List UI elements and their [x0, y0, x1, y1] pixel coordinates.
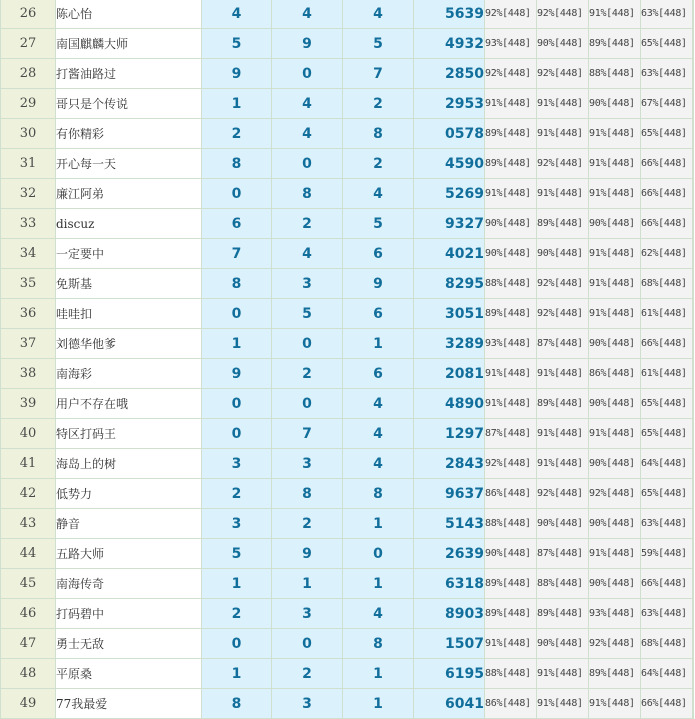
four-digit-code-cell: 6318 [414, 569, 485, 599]
four-digit-code-cell: 6041 [414, 689, 485, 719]
rank-cell: 46 [1, 599, 56, 629]
username-cell: 有你精彩 [56, 119, 202, 149]
rank-cell: 43 [1, 509, 56, 539]
table-row [1, 329, 694, 359]
number-1-cell: 0 [202, 419, 272, 449]
username-cell: 平原桑 [56, 659, 202, 689]
row-edge [693, 299, 694, 329]
rate-2-cell: 92%[448] [537, 0, 589, 29]
rate-4-cell: 68%[448] [641, 629, 693, 659]
row-edge [693, 419, 694, 449]
rate-3-cell: 91%[448] [589, 689, 641, 719]
rank-cell: 36 [1, 299, 56, 329]
rank-cell: 45 [1, 569, 56, 599]
row-edge [693, 239, 694, 269]
number-2-cell: 0 [272, 329, 343, 359]
number-2-cell: 3 [272, 689, 343, 719]
number-3-cell: 1 [343, 329, 414, 359]
rate-4-cell: 64%[448] [641, 449, 693, 479]
username-cell: 哇哇扣 [56, 299, 202, 329]
number-3-cell: 6 [343, 359, 414, 389]
rate-3-cell: 90%[448] [589, 89, 641, 119]
number-1-cell: 0 [202, 389, 272, 419]
table-row [1, 149, 694, 179]
rate-2-cell: 87%[448] [537, 329, 589, 359]
rate-3-cell: 91%[448] [589, 539, 641, 569]
number-3-cell: 4 [343, 599, 414, 629]
row-edge [693, 119, 694, 149]
rate-1-cell: 91%[448] [485, 179, 537, 209]
four-digit-code-cell: 3051 [414, 299, 485, 329]
number-1-cell: 8 [202, 689, 272, 719]
rate-3-cell: 88%[448] [589, 59, 641, 89]
rate-4-cell: 62%[448] [641, 239, 693, 269]
rank-cell: 30 [1, 119, 56, 149]
rate-4-cell: 65%[448] [641, 119, 693, 149]
four-digit-code-cell: 1507 [414, 629, 485, 659]
rate-3-cell: 91%[448] [589, 299, 641, 329]
row-edge [693, 479, 694, 509]
rate-4-cell: 63%[448] [641, 509, 693, 539]
number-2-cell: 0 [272, 389, 343, 419]
number-1-cell: 4 [202, 0, 272, 29]
rank-cell: 34 [1, 239, 56, 269]
number-1-cell: 6 [202, 209, 272, 239]
username-cell: 廉江阿弟 [56, 179, 202, 209]
four-digit-code-cell: 4590 [414, 149, 485, 179]
number-2-cell: 7 [272, 419, 343, 449]
number-2-cell: 2 [272, 659, 343, 689]
rank-cell: 32 [1, 179, 56, 209]
number-2-cell: 2 [272, 509, 343, 539]
row-edge [693, 179, 694, 209]
rank-cell: 33 [1, 209, 56, 239]
table-row [1, 29, 694, 59]
four-digit-code-cell: 9327 [414, 209, 485, 239]
table-row [1, 389, 694, 419]
number-2-cell: 3 [272, 599, 343, 629]
rate-1-cell: 86%[448] [485, 689, 537, 719]
table-row [1, 89, 694, 119]
number-3-cell: 4 [343, 389, 414, 419]
number-1-cell: 9 [202, 359, 272, 389]
four-digit-code-cell: 0578 [414, 119, 485, 149]
rate-2-cell: 87%[448] [537, 539, 589, 569]
table-row [1, 509, 694, 539]
four-digit-code-cell: 1297 [414, 419, 485, 449]
number-2-cell: 9 [272, 539, 343, 569]
rate-2-cell: 90%[448] [537, 629, 589, 659]
row-edge [693, 329, 694, 359]
four-digit-code-cell: 4021 [414, 239, 485, 269]
username-cell: 开心每一天 [56, 149, 202, 179]
row-edge [693, 569, 694, 599]
rate-3-cell: 90%[448] [589, 209, 641, 239]
number-2-cell: 9 [272, 29, 343, 59]
rank-cell: 39 [1, 389, 56, 419]
rate-3-cell: 90%[448] [589, 329, 641, 359]
row-edge [693, 539, 694, 569]
rate-3-cell: 91%[448] [589, 179, 641, 209]
rank-cell: 38 [1, 359, 56, 389]
username-cell: 南海传奇 [56, 569, 202, 599]
number-2-cell: 1 [272, 569, 343, 599]
number-2-cell: 0 [272, 149, 343, 179]
rate-2-cell: 91%[448] [537, 419, 589, 449]
username-cell: 打酱油路过 [56, 59, 202, 89]
username-cell: 用户不存在哦 [56, 389, 202, 419]
rate-1-cell: 90%[448] [485, 209, 537, 239]
number-3-cell: 1 [343, 569, 414, 599]
number-2-cell: 3 [272, 449, 343, 479]
rate-4-cell: 64%[448] [641, 659, 693, 689]
table-row [1, 569, 694, 599]
username-cell: 南海彩 [56, 359, 202, 389]
rate-2-cell: 91%[448] [537, 119, 589, 149]
table-row [1, 0, 694, 29]
number-1-cell: 5 [202, 29, 272, 59]
rate-3-cell: 91%[448] [589, 0, 641, 29]
number-1-cell: 2 [202, 599, 272, 629]
number-3-cell: 6 [343, 239, 414, 269]
table-row [1, 629, 694, 659]
rate-1-cell: 89%[448] [485, 299, 537, 329]
row-edge [693, 389, 694, 419]
four-digit-code-cell: 2081 [414, 359, 485, 389]
rate-1-cell: 91%[448] [485, 89, 537, 119]
rate-4-cell: 66%[448] [641, 329, 693, 359]
rate-4-cell: 59%[448] [641, 539, 693, 569]
rate-1-cell: 92%[448] [485, 0, 537, 29]
number-1-cell: 3 [202, 509, 272, 539]
number-3-cell: 5 [343, 29, 414, 59]
rank-cell: 41 [1, 449, 56, 479]
number-2-cell: 2 [272, 359, 343, 389]
table-row [1, 119, 694, 149]
rate-4-cell: 66%[448] [641, 689, 693, 719]
rate-2-cell: 89%[448] [537, 209, 589, 239]
table-row [1, 449, 694, 479]
rate-1-cell: 91%[448] [485, 629, 537, 659]
rate-3-cell: 91%[448] [589, 149, 641, 179]
rate-1-cell: 89%[448] [485, 119, 537, 149]
rank-cell: 44 [1, 539, 56, 569]
username-cell: 打码碧中 [56, 599, 202, 629]
username-cell: 静音 [56, 509, 202, 539]
rank-cell: 42 [1, 479, 56, 509]
rate-1-cell: 93%[448] [485, 329, 537, 359]
rate-1-cell: 89%[448] [485, 149, 537, 179]
rate-4-cell: 63%[448] [641, 599, 693, 629]
rate-4-cell: 61%[448] [641, 299, 693, 329]
four-digit-code-cell: 4890 [414, 389, 485, 419]
four-digit-code-cell: 5639 [414, 0, 485, 29]
number-1-cell: 1 [202, 329, 272, 359]
number-2-cell: 3 [272, 269, 343, 299]
table-row [1, 269, 694, 299]
rate-1-cell: 90%[448] [485, 239, 537, 269]
rate-4-cell: 61%[448] [641, 359, 693, 389]
rank-cell: 31 [1, 149, 56, 179]
row-edge [693, 689, 694, 719]
number-3-cell: 9 [343, 269, 414, 299]
rate-2-cell: 91%[448] [537, 689, 589, 719]
rate-4-cell: 66%[448] [641, 569, 693, 599]
username-cell: 勇士无敌 [56, 629, 202, 659]
rate-3-cell: 92%[448] [589, 479, 641, 509]
rate-4-cell: 65%[448] [641, 419, 693, 449]
rate-2-cell: 92%[448] [537, 269, 589, 299]
username-cell: 南国麒麟大师 [56, 29, 202, 59]
row-edge [693, 449, 694, 479]
rate-1-cell: 90%[448] [485, 539, 537, 569]
rate-3-cell: 90%[448] [589, 449, 641, 479]
table-row [1, 419, 694, 449]
number-3-cell: 0 [343, 539, 414, 569]
username-cell: 低势力 [56, 479, 202, 509]
ranking-rows [1, 0, 694, 719]
four-digit-code-cell: 9637 [414, 479, 485, 509]
number-3-cell: 1 [343, 659, 414, 689]
table-row [1, 479, 694, 509]
number-2-cell: 4 [272, 0, 343, 29]
rate-2-cell: 89%[448] [537, 389, 589, 419]
rank-cell: 26 [1, 0, 56, 29]
number-2-cell: 5 [272, 299, 343, 329]
rate-4-cell: 66%[448] [641, 149, 693, 179]
four-digit-code-cell: 8295 [414, 269, 485, 299]
rank-cell: 37 [1, 329, 56, 359]
rate-2-cell: 92%[448] [537, 59, 589, 89]
rate-3-cell: 90%[448] [589, 509, 641, 539]
rate-4-cell: 67%[448] [641, 89, 693, 119]
username-cell: 特区打码王 [56, 419, 202, 449]
table-row [1, 239, 694, 269]
row-edge [693, 659, 694, 689]
table-row [1, 539, 694, 569]
rate-2-cell: 92%[448] [537, 149, 589, 179]
username-cell: 五路大师 [56, 539, 202, 569]
table-row [1, 659, 694, 689]
four-digit-code-cell: 5269 [414, 179, 485, 209]
row-edge [693, 359, 694, 389]
number-2-cell: 8 [272, 179, 343, 209]
rate-4-cell: 63%[448] [641, 0, 693, 29]
rate-4-cell: 66%[448] [641, 209, 693, 239]
number-1-cell: 3 [202, 449, 272, 479]
number-1-cell: 0 [202, 179, 272, 209]
four-digit-code-cell: 2953 [414, 89, 485, 119]
number-1-cell: 0 [202, 629, 272, 659]
four-digit-code-cell: 2639 [414, 539, 485, 569]
number-1-cell: 8 [202, 149, 272, 179]
number-3-cell: 6 [343, 299, 414, 329]
number-3-cell: 2 [343, 89, 414, 119]
table-row [1, 299, 694, 329]
username-cell: 刘德华他爹 [56, 329, 202, 359]
row-edge [693, 629, 694, 659]
rate-3-cell: 91%[448] [589, 239, 641, 269]
username-cell: 哥只是个传说 [56, 89, 202, 119]
username-cell: 海岛上的树 [56, 449, 202, 479]
rate-3-cell: 92%[448] [589, 629, 641, 659]
rate-3-cell: 89%[448] [589, 659, 641, 689]
rate-4-cell: 68%[448] [641, 269, 693, 299]
rate-2-cell: 91%[448] [537, 659, 589, 689]
rate-2-cell: 92%[448] [537, 479, 589, 509]
rank-cell: 27 [1, 29, 56, 59]
table-row [1, 59, 694, 89]
number-1-cell: 8 [202, 269, 272, 299]
number-1-cell: 1 [202, 89, 272, 119]
number-3-cell: 4 [343, 419, 414, 449]
rank-cell: 40 [1, 419, 56, 449]
number-1-cell: 7 [202, 239, 272, 269]
rate-4-cell: 65%[448] [641, 29, 693, 59]
number-2-cell: 2 [272, 209, 343, 239]
table-row [1, 179, 694, 209]
row-edge [693, 59, 694, 89]
rank-cell: 48 [1, 659, 56, 689]
row-edge [693, 29, 694, 59]
number-3-cell: 4 [343, 449, 414, 479]
number-1-cell: 1 [202, 659, 272, 689]
rate-3-cell: 89%[448] [589, 29, 641, 59]
number-3-cell: 7 [343, 59, 414, 89]
rank-cell: 35 [1, 269, 56, 299]
number-2-cell: 0 [272, 59, 343, 89]
rank-cell: 47 [1, 629, 56, 659]
rate-3-cell: 91%[448] [589, 419, 641, 449]
row-edge [693, 269, 694, 299]
row-edge [693, 209, 694, 239]
rate-3-cell: 86%[448] [589, 359, 641, 389]
rate-1-cell: 92%[448] [485, 59, 537, 89]
row-edge [693, 599, 694, 629]
four-digit-code-cell: 2850 [414, 59, 485, 89]
number-3-cell: 8 [343, 629, 414, 659]
rate-3-cell: 93%[448] [589, 599, 641, 629]
number-1-cell: 5 [202, 539, 272, 569]
rate-2-cell: 90%[448] [537, 239, 589, 269]
four-digit-code-cell: 4932 [414, 29, 485, 59]
rank-cell: 29 [1, 89, 56, 119]
rank-cell: 28 [1, 59, 56, 89]
rate-4-cell: 66%[448] [641, 179, 693, 209]
number-3-cell: 5 [343, 209, 414, 239]
rate-1-cell: 89%[448] [485, 569, 537, 599]
number-3-cell: 4 [343, 0, 414, 29]
username-cell: 77我最爱 [56, 689, 202, 719]
four-digit-code-cell: 3289 [414, 329, 485, 359]
table-row [1, 599, 694, 629]
rate-2-cell: 92%[448] [537, 299, 589, 329]
number-1-cell: 2 [202, 479, 272, 509]
rank-cell: 49 [1, 689, 56, 719]
four-digit-code-cell: 8903 [414, 599, 485, 629]
number-3-cell: 1 [343, 689, 414, 719]
rate-3-cell: 91%[448] [589, 119, 641, 149]
username-cell: 陈心怡 [56, 0, 202, 29]
rate-2-cell: 91%[448] [537, 359, 589, 389]
table-row [1, 209, 694, 239]
row-edge [693, 0, 694, 29]
rate-1-cell: 93%[448] [485, 29, 537, 59]
rate-1-cell: 91%[448] [485, 359, 537, 389]
rate-2-cell: 90%[448] [537, 29, 589, 59]
rate-3-cell: 90%[448] [589, 569, 641, 599]
rate-1-cell: 86%[448] [485, 479, 537, 509]
number-1-cell: 2 [202, 119, 272, 149]
row-edge [693, 89, 694, 119]
username-cell: discuz [56, 209, 202, 239]
number-2-cell: 0 [272, 629, 343, 659]
rate-4-cell: 65%[448] [641, 479, 693, 509]
rate-2-cell: 91%[448] [537, 179, 589, 209]
rate-1-cell: 88%[448] [485, 269, 537, 299]
four-digit-code-cell: 5143 [414, 509, 485, 539]
rate-1-cell: 92%[448] [485, 449, 537, 479]
number-3-cell: 8 [343, 119, 414, 149]
rate-4-cell: 63%[448] [641, 59, 693, 89]
number-2-cell: 4 [272, 239, 343, 269]
rate-1-cell: 88%[448] [485, 509, 537, 539]
number-3-cell: 2 [343, 149, 414, 179]
four-digit-code-cell: 2843 [414, 449, 485, 479]
number-3-cell: 1 [343, 509, 414, 539]
rate-3-cell: 91%[448] [589, 269, 641, 299]
rate-1-cell: 91%[448] [485, 389, 537, 419]
rate-4-cell: 65%[448] [641, 389, 693, 419]
number-3-cell: 4 [343, 179, 414, 209]
number-1-cell: 0 [202, 299, 272, 329]
number-1-cell: 1 [202, 569, 272, 599]
four-digit-code-cell: 6195 [414, 659, 485, 689]
username-cell: 免斯基 [56, 269, 202, 299]
rate-2-cell: 91%[448] [537, 449, 589, 479]
number-3-cell: 8 [343, 479, 414, 509]
rate-2-cell: 91%[448] [537, 89, 589, 119]
number-1-cell: 9 [202, 59, 272, 89]
row-edge [693, 509, 694, 539]
table-row [1, 359, 694, 389]
rate-1-cell: 88%[448] [485, 659, 537, 689]
rate-1-cell: 89%[448] [485, 599, 537, 629]
rate-2-cell: 89%[448] [537, 599, 589, 629]
row-edge [693, 149, 694, 179]
rate-2-cell: 88%[448] [537, 569, 589, 599]
number-2-cell: 4 [272, 89, 343, 119]
rate-3-cell: 90%[448] [589, 389, 641, 419]
table-row [1, 689, 694, 719]
number-2-cell: 4 [272, 119, 343, 149]
username-cell: 一定要中 [56, 239, 202, 269]
number-2-cell: 8 [272, 479, 343, 509]
rate-2-cell: 90%[448] [537, 509, 589, 539]
rate-1-cell: 87%[448] [485, 419, 537, 449]
